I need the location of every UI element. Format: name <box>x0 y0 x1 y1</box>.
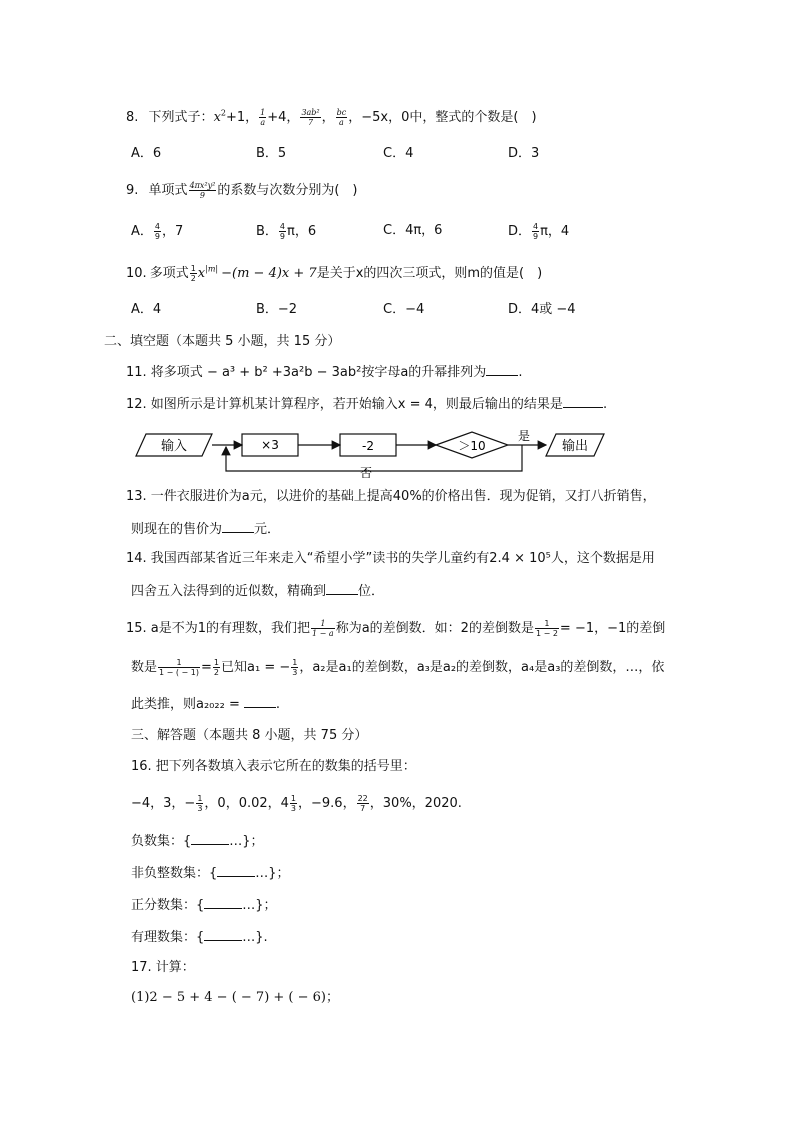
question-text: ，a₂是a₁的差倒数，a₃是a₂的差倒数，a₄是a₃的差倒数，…，依 <box>299 660 665 675</box>
question-number: 9. <box>126 183 139 198</box>
question-13-line2 <box>131 520 280 539</box>
question-text: 下列式子： <box>148 110 214 125</box>
answer-blank[interactable] <box>486 363 518 376</box>
question-text: 是关于x的四次三项式，则m的值是( ) <box>316 266 543 281</box>
set-label: 非负整数集：{ <box>131 866 218 881</box>
set-label: 负数集：{ <box>131 834 192 849</box>
question-text: 15. a是不为1的有理数，我们把 <box>126 621 311 636</box>
exponent: 2 <box>220 108 226 118</box>
question-10 <box>126 264 542 283</box>
output-label: 输出 <box>561 439 589 454</box>
math-text: +1， <box>226 110 259 125</box>
number-list <box>131 794 462 813</box>
numerator: 4 <box>154 222 160 231</box>
option-a: A．6 <box>131 146 162 161</box>
denominator: 3 <box>290 804 297 813</box>
option-b: B．5 <box>256 146 287 161</box>
question-17-title: 17. 计算： <box>131 960 195 975</box>
fraction <box>154 222 161 241</box>
denominator: 9 <box>533 232 539 241</box>
numerator: 1 <box>158 658 200 668</box>
numerator: 4 <box>279 222 286 231</box>
question-12 <box>126 395 607 414</box>
numerator: 3ab² <box>301 108 320 117</box>
exponent: |m| <box>205 264 219 274</box>
option-d: D．4或 −4 <box>508 302 576 317</box>
set-nonneg-integer <box>131 864 290 883</box>
math-text: ，0，0.02，4 <box>204 796 289 811</box>
option-text: π，4 <box>540 224 570 239</box>
decision-label: ＞10 <box>458 439 486 453</box>
math-text: = <box>201 660 212 675</box>
option-d <box>508 222 569 241</box>
multiply-label: ×3 <box>261 438 279 452</box>
question-text: 位． <box>358 584 385 599</box>
section-heading: 三、解答题（本题共 8 小题，共 75 分） <box>131 728 368 743</box>
numerator: 1 <box>290 794 297 803</box>
option-label: A． <box>131 224 153 239</box>
math-text: +4， <box>267 110 300 125</box>
question-number: 8. <box>126 110 139 125</box>
math-text: ，30%，2020. <box>369 796 462 811</box>
punctuation: . <box>518 365 523 380</box>
math-var: x <box>213 110 221 125</box>
question-text: 则现在的售价为 <box>131 522 223 537</box>
question-14-line2 <box>131 582 384 601</box>
question-11 <box>126 363 522 382</box>
option-c: C．4 <box>383 146 414 161</box>
fraction <box>213 658 220 677</box>
denominator: 7 <box>360 804 366 813</box>
fraction <box>279 222 286 241</box>
question-text: 12. 如图所示是计算机某计算程序，若开始输入x = 4，则最后输出的结果是 <box>126 397 563 412</box>
no-label: 否 <box>359 466 373 478</box>
question-17-expression: (1)2 − 5 + 4 − ( − 7) + ( − 6)； <box>131 990 340 1005</box>
question-text: 数是 <box>131 660 158 675</box>
option-a <box>131 222 183 241</box>
fraction <box>158 658 200 677</box>
option-b <box>256 222 316 241</box>
numerator: 1 <box>292 658 298 667</box>
question-16-title: 16. 把下列各数填入表示它所在的数集的括号里： <box>131 759 416 774</box>
question-text: 单项式 <box>148 183 188 198</box>
section-heading: 二、填空题（本题共 5 小题，共 15 分） <box>104 334 341 349</box>
question-15-line2 <box>131 658 664 677</box>
fraction <box>189 181 217 200</box>
denominator: a <box>260 118 266 127</box>
math-var: x <box>197 266 206 281</box>
set-close: …}； <box>242 898 277 913</box>
denominator: 1 − a <box>312 629 334 638</box>
math-text: −(m − 4)x + 7 <box>221 266 317 281</box>
denominator: 1 − 2 <box>535 629 558 638</box>
question-14-line1: 14. 我国西部某省近三年来走入“希望小学”读书的失学儿童约有2.4 × 10⁵人，这个数据是用 <box>126 551 655 566</box>
denominator: 3 <box>197 804 203 813</box>
answer-blank[interactable] <box>191 832 229 845</box>
denominator: 9 <box>154 232 160 241</box>
fraction <box>291 658 298 677</box>
numerator: 1 <box>213 658 220 667</box>
question-text: 多项式 <box>149 266 189 281</box>
fraction <box>259 108 266 127</box>
answer-blank[interactable] <box>204 928 242 941</box>
fraction <box>535 619 559 638</box>
option-label: D． <box>508 224 532 239</box>
question-15-line1 <box>126 619 665 638</box>
question-text: 此类推，则a₂₀₂₂ = <box>131 697 240 712</box>
denominator: a <box>339 118 344 127</box>
denominator: 1 − ( − 1) <box>159 668 200 677</box>
numerator: 1 <box>190 264 196 273</box>
set-label: 正分数集：{ <box>131 898 205 913</box>
flowchart <box>130 428 610 478</box>
answer-blank[interactable] <box>563 395 603 408</box>
punctuation: . <box>602 397 608 412</box>
question-9 <box>126 181 358 200</box>
option-text: π，6 <box>287 224 317 239</box>
fraction <box>190 264 197 283</box>
numerator: bc <box>336 108 347 117</box>
set-negative <box>131 832 264 851</box>
denominator: 3 <box>292 668 298 677</box>
question-13-line1: 13. 一件衣服进价为a元，以进价的基础上提高40%的价格出售．现为促销，又打八折销售， <box>126 489 656 504</box>
answer-blank[interactable] <box>222 520 254 533</box>
question-number: 10. <box>126 266 147 281</box>
set-rational <box>131 928 268 947</box>
fraction <box>300 108 320 127</box>
numerator: 1 <box>197 794 203 803</box>
set-close: …}； <box>229 834 264 849</box>
set-label: 有理数集：{ <box>131 930 205 945</box>
question-15-line3 <box>131 695 280 714</box>
question-text: 四舍五入法得到的近似数，精确到 <box>131 584 327 599</box>
math-text: −4，3，− <box>131 796 196 811</box>
fraction <box>196 794 203 813</box>
option-c: C．4π，6 <box>383 223 443 238</box>
fraction <box>311 619 335 638</box>
question-8: 8. 下列式子：$x^2+1$， $\frac{1}{a}$ +4， $\frac{\text{3ab²}}{7}$ ， $\frac{bc}{a}$ ，−5x，0中，整式的个数是( ) <box>126 108 537 127</box>
answer-blank[interactable] <box>204 896 242 909</box>
fraction <box>336 108 348 127</box>
question-text: 的系数与次数分别为( ) <box>217 183 358 198</box>
question-text: ，−5x，0中，整式的个数是( ) <box>348 110 537 125</box>
option-d: D．3 <box>508 146 540 161</box>
question-text: 11. 将多项式 − a³ + b² +3a²b − 3ab²按字母a的升幂排列为 <box>126 365 487 380</box>
denominator: 7 <box>307 118 314 127</box>
set-close: …}. <box>242 930 268 945</box>
subtract-label: -2 <box>362 439 374 453</box>
numerator: 4πx²y² <box>189 181 216 190</box>
input-label: 输入 <box>160 439 188 454</box>
option-c: C．−4 <box>383 302 425 317</box>
yes-label: 是 <box>518 429 531 443</box>
denominator: 9 <box>199 191 205 200</box>
numerator: 22 <box>357 794 368 803</box>
set-positive-fraction <box>131 896 277 915</box>
answer-blank[interactable] <box>217 864 255 877</box>
numerator: 1 <box>535 619 559 629</box>
option-label: B． <box>256 224 278 239</box>
numerator: 4 <box>533 222 539 231</box>
answer-blank[interactable] <box>326 582 358 595</box>
question-text: 元． <box>254 522 281 537</box>
fraction <box>290 794 297 813</box>
question-text: 称为a的差倒数．如：2的差倒数是 <box>335 621 534 636</box>
set-close: …}； <box>255 866 290 881</box>
denominator: 2 <box>213 668 220 677</box>
denominator: 2 <box>190 274 196 283</box>
option-text: ，7 <box>162 224 184 239</box>
option-b: B．−2 <box>256 302 298 317</box>
numerator: 1 <box>260 108 266 117</box>
fraction <box>532 222 539 241</box>
denominator: 9 <box>279 232 286 241</box>
question-text: = −1，−1的差倒 <box>559 621 666 636</box>
fraction <box>357 794 369 813</box>
option-a: A．4 <box>131 302 162 317</box>
question-text: 已知a₁ = − <box>221 660 291 675</box>
answer-blank[interactable] <box>244 695 276 708</box>
math-text: ，−9.6， <box>298 796 356 811</box>
punctuation: . <box>275 697 280 712</box>
numerator: 1 <box>311 619 335 629</box>
